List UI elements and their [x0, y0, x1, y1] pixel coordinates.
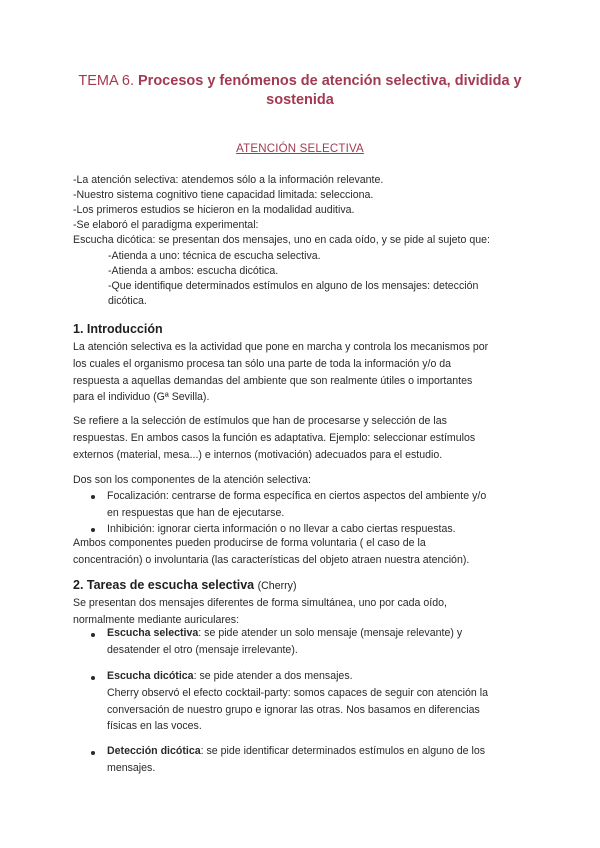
text-line: Focalización: centrarse de forma específica en ciertos aspectos del ambiente y/o — [107, 490, 487, 502]
intro-line: -Nuestro sistema cognitivo tiene capacidad limitada: selecciona. — [73, 189, 374, 201]
title-prefix: TEMA 6. — [78, 73, 134, 89]
text-line: Dos son los componentes de la atención selectiva: — [73, 474, 311, 486]
intro-subline: dicótica. — [108, 295, 147, 307]
text-line: para el individuo (Gª Sevilla). — [73, 391, 210, 404]
title-line-1: Procesos y fenómenos de atención selectiva, dividida y — [138, 73, 522, 89]
intro-line: -Se elaboró el paradigma experimental: — [73, 219, 259, 231]
text-line: mensajes. — [107, 761, 156, 774]
text-line: conversación de nuestro grupo e ignorar las otras. Nos basamos en diferencias — [107, 703, 480, 716]
intro-subline: -Atienda a uno: técnica de escucha selectiva. — [108, 250, 321, 262]
text-line: físicas en las voces. — [107, 720, 202, 733]
term: Escucha selectiva — [107, 627, 199, 639]
term: Detección dicótica — [107, 745, 201, 757]
intro-subline: -Que identifique determinados estímulos en alguno de los mensajes: detección — [108, 280, 479, 292]
text-line: : se pide atender a dos mensajes. — [193, 670, 353, 682]
paragraph — [73, 535, 533, 569]
list-item — [107, 625, 527, 659]
text-line: Ambos componentes pueden producirse de forma voluntaria ( el caso de la — [73, 537, 426, 549]
text-line: La atención selectiva es la actividad que pone en marcha y controla los mecanismos por — [73, 341, 489, 353]
paragraph — [73, 595, 533, 629]
text-line: : se pide atender un solo mensaje (mensaje relevante) y — [198, 627, 463, 639]
section-title: ATENCIÓN SELECTIVA — [236, 143, 364, 155]
paragraph — [73, 413, 533, 463]
text-line: los cuales el organismo procesa tan sólo una parte de toda la información y/o da — [73, 357, 452, 370]
bullet-icon — [91, 495, 95, 499]
text-line: : se pide identificar determinados estímulos en alguno de los — [200, 745, 486, 757]
text-line: Se refiere a la selección de estímulos que han de procesarse y selección de las — [73, 415, 447, 427]
text-line: Se presentan dos mensajes diferentes de forma simultánea, uno por cada oído, — [73, 597, 447, 609]
bullet-icon — [91, 751, 95, 755]
bullet-icon — [91, 528, 95, 532]
intro-subline: -Atienda a ambos: escucha dicótica. — [108, 265, 279, 277]
paragraph — [73, 472, 533, 489]
list-item — [107, 743, 527, 777]
heading-tareas-escucha — [73, 578, 296, 592]
intro-line: -Los primeros estudios se hicieron en la modalidad auditiva. — [73, 204, 355, 216]
intro-line: Escucha dicótica: se presentan dos mensajes, uno en cada oído, y se pide al sujeto que: — [73, 234, 490, 246]
heading-note: (Cherry) — [257, 580, 297, 592]
text-line: externos (material, mesa...) e internos (motivación) adecuados para el estudio. — [73, 448, 443, 461]
title-line-2: sostenida — [266, 92, 334, 108]
text-line: desatender el otro (mensaje irrelevante). — [107, 643, 298, 656]
bullet-icon — [91, 676, 95, 680]
text-line: normalmente mediante auriculares: — [73, 613, 240, 626]
term: Escucha dicótica — [107, 670, 194, 682]
paragraph — [73, 339, 533, 406]
list-item — [107, 668, 527, 735]
heading-text: 2. Tareas de escucha selectiva — [73, 578, 255, 592]
text-line: respuestas. En ambos casos la función es adaptativa. Ejemplo: seleccionar estímulos — [73, 431, 476, 444]
text-line: Inhibición: ignorar cierta información o no llevar a cabo ciertas respuestas. — [107, 523, 456, 535]
intro-line: -La atención selectiva: atendemos sólo a la información relevante. — [73, 174, 384, 186]
page-title — [70, 72, 530, 110]
text-line: respuesta a aquellas demandas del ambiente que son realmente útiles o importantes — [73, 374, 473, 387]
heading-introduccion: 1. Introducción — [73, 322, 163, 336]
text-line: Cherry observó el efecto cocktail-party: somos capaces de seguir con atención la — [107, 686, 488, 699]
bullet-icon — [91, 633, 95, 637]
text-line: en respuestas que han de ejecutarse. — [107, 506, 285, 519]
list-item — [107, 488, 527, 522]
text-line: concentración) o involuntaria (las características del objeto atraen nuestra atención). — [73, 553, 470, 566]
